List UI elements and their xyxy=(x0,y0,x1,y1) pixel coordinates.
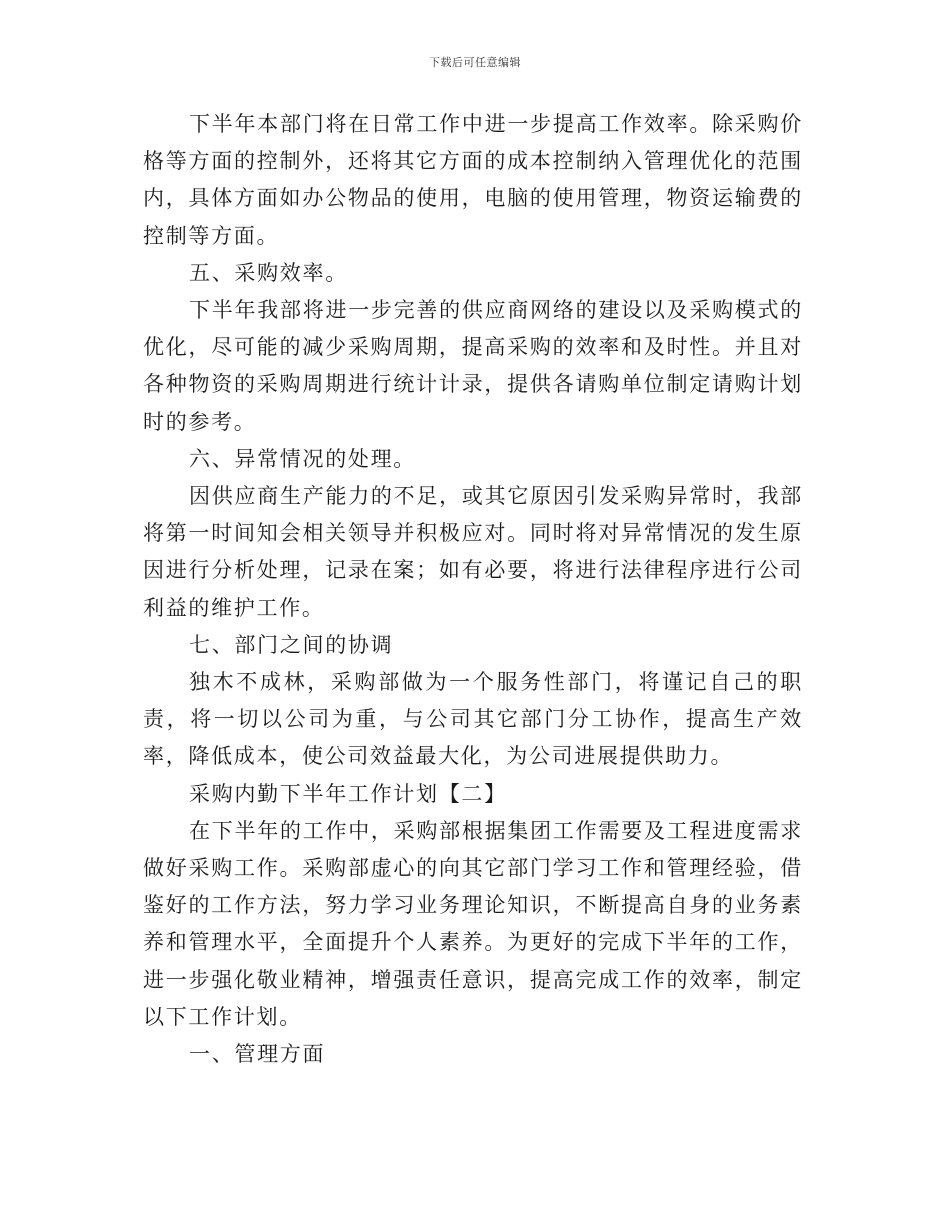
document-subtitle: 采购内勤下半年工作计划【二】 xyxy=(189,781,507,806)
paragraph-cost-control: 下半年本部门将在日常工作中进一步提高工作效率。除采购价格等方面的控制外，还将其它方面的成本控制纳入管理优化的范围内，具体方面如办公物品的使用，电脑的使用管理，物资运输费的控制等方面。 xyxy=(143,112,803,248)
section-heading-1: 一、管理方面 xyxy=(189,1042,326,1067)
paragraph-exception-handling: 因供应商生产能力的不足，或其它原因引发采购异常时，我部将第一时间知会相关领导并积极应对。同时将对异常情况的发生原因进行分析处理，记录在案；如有必要，将进行法律程序进行公司利益的维护工作。 xyxy=(143,484,803,620)
section-heading-5: 五、采购效率。 xyxy=(189,260,348,285)
page-header: 下载后可任意编辑 xyxy=(429,56,521,69)
paragraph-plan-intro: 在下半年的工作中，采购部根据集团工作需要及工程进度需求做好采购工作。采购部虚心的向其它部门学习工作和管理经验，借鉴好的工作方法，努力学习业务理论知识，不断提高自身的业务素养和管理水平，全面提升个人素养。为更好的完成下半年的工作，进一步强化敬业精神，增强责任意识，提高完成工作的效率，制定以下工作计划。 xyxy=(143,818,803,1029)
document-body xyxy=(143,106,803,1073)
section-heading-7: 七、部门之间的协调 xyxy=(189,632,394,657)
paragraph-purchase-efficiency: 下半年我部将进一步完善的供应商网络的建设以及采购模式的优化，尽可能的减少采购周期，提高采购的效率和及时性。并且对各种物资的采购周期进行统计计录，提供各请购单位制定请购计划时的参考。 xyxy=(143,298,803,434)
paragraph-department-coordination: 独木不成林，采购部做为一个服务性部门，将谨记自己的职责，将一切以公司为重，与公司其它部门分工协作，提高生产效率，降低成本，使公司效益最大化，为公司进展提供助力。 xyxy=(143,670,803,769)
section-heading-6: 六、异常情况的处理。 xyxy=(189,446,416,471)
